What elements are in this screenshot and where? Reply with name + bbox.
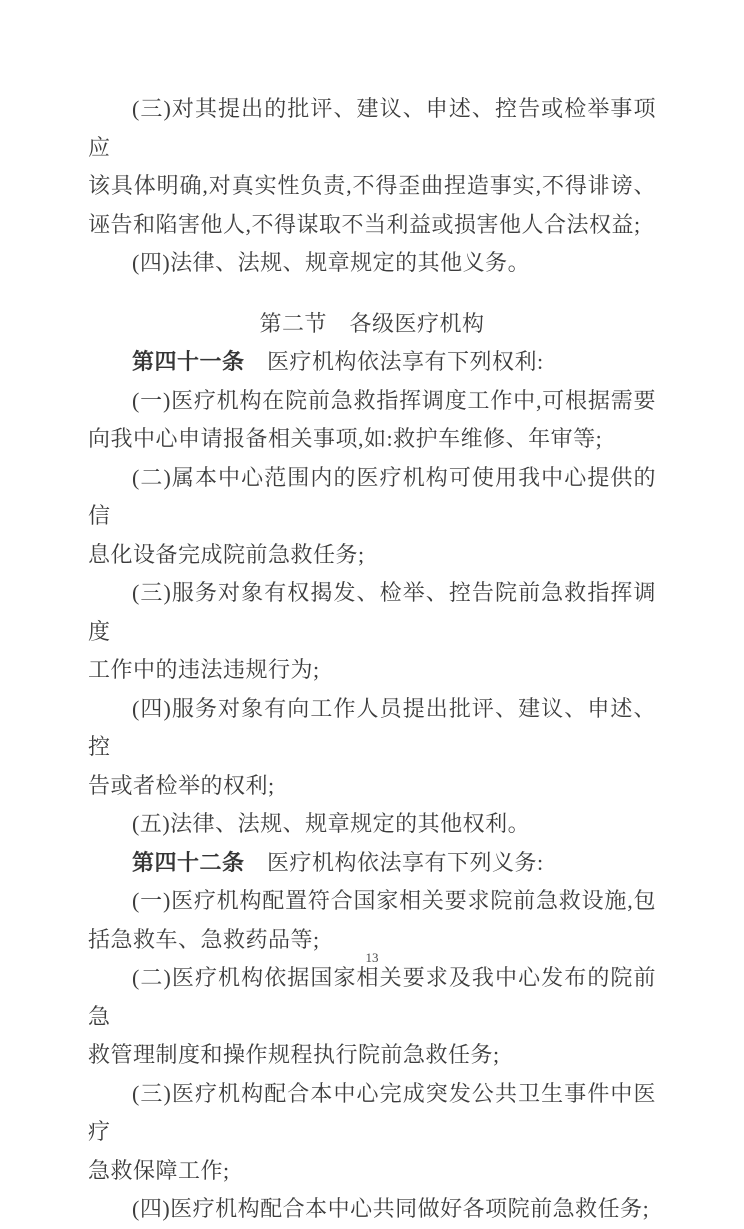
article-number: 第四十一条 bbox=[132, 349, 245, 374]
article-heading-line bbox=[88, 844, 656, 883]
text-line: (二)医疗机构依据国家相关要求及我中心发布的院前急 bbox=[88, 965, 656, 1029]
text-line: 急救保障工作; bbox=[88, 1157, 230, 1183]
article-text: 医疗机构依法享有下列义务: bbox=[244, 849, 544, 875]
text-line: 向我中心申请报备相关事项,如:救护车维修、年审等; bbox=[88, 426, 603, 451]
page-number: 13 bbox=[365, 950, 379, 965]
section-heading: 第二节 各级医疗机构 bbox=[259, 310, 485, 336]
text-line: (一)医疗机构配置符合国家相关要求院前急救设施,包 bbox=[132, 888, 656, 913]
text-line: (三)对其提出的批评、建议、申述、控告或检举事项应 bbox=[88, 96, 656, 160]
text-line: 息化设备完成院前急救任务; bbox=[88, 541, 365, 567]
text-line: 工作中的违法违规行为; bbox=[88, 657, 320, 682]
document-body bbox=[88, 90, 656, 1229]
text-line: 救管理制度和操作规程执行院前急救任务; bbox=[88, 1042, 500, 1067]
text-line: (四)服务对象有向工作人员提出批评、建议、申述、控 bbox=[88, 695, 656, 759]
text-line: 告或者检举的权利; bbox=[88, 772, 275, 798]
text-line: (一)医疗机构在院前急救指挥调度工作中,可根据需要 bbox=[132, 387, 656, 413]
text-line: 括急救车、急救药品等; bbox=[88, 926, 320, 952]
article-text: 医疗机构依法享有下列权利: bbox=[244, 349, 544, 374]
text-line: 诬告和陷害他人,不得谋取不当利益或损害他人合法权益; bbox=[88, 211, 641, 237]
article-heading-line bbox=[88, 343, 656, 382]
text-line: (三)服务对象有权揭发、检举、控告院前急救指挥调度 bbox=[88, 580, 656, 644]
text-line: (四)法律、法规、规章规定的其他义务。 bbox=[132, 250, 531, 275]
text-line: (五)法律、法规、规章规定的其他权利。 bbox=[132, 811, 531, 836]
text-line: 该具体明确,对真实性负责,不得歪曲捏造事实,不得诽谤、 bbox=[88, 173, 656, 198]
text-line: (三)医疗机构配合本中心完成突发公共卫生事件中医疗 bbox=[88, 1080, 656, 1144]
article-number: 第四十二条 bbox=[132, 849, 245, 875]
text-line: (四)医疗机构配合本中心共同做好各项院前急救任务; bbox=[132, 1196, 650, 1221]
text-line: (二)属本中心范围内的医疗机构可使用我中心提供的信 bbox=[88, 464, 656, 528]
